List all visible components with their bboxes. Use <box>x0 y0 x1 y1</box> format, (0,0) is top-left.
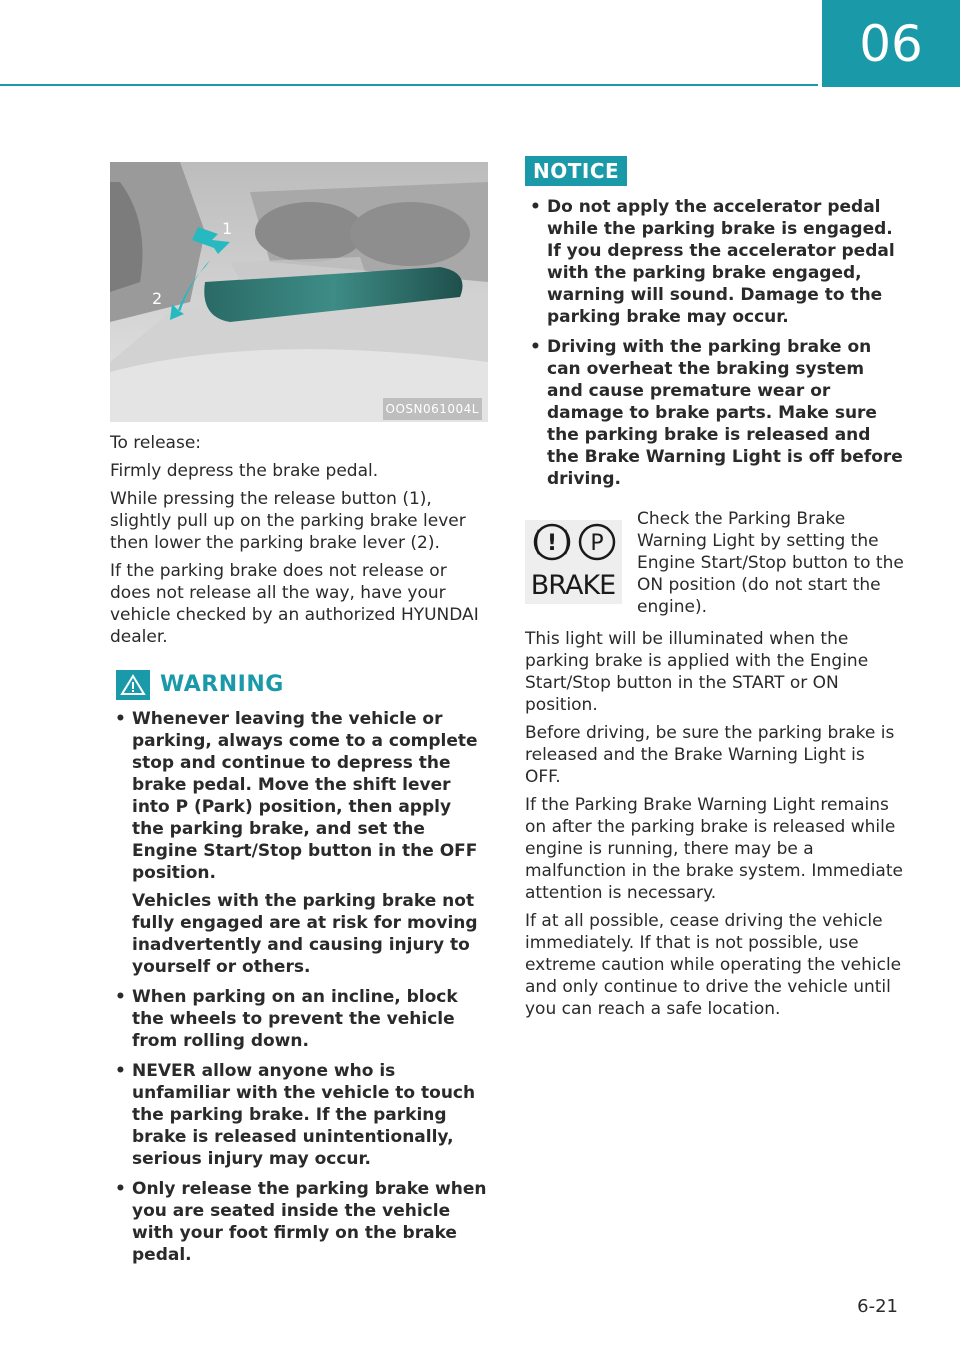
chapter-tab <box>822 0 960 87</box>
brake-warning-light-icon <box>525 520 622 604</box>
paragraph: This light will be illuminated when the parking brake is applied with the Engine Start/Stop button in the START or ON position. <box>525 629 869 715</box>
notice-item-text: Driving with the parking brake on can overheat the braking system and cause premature wear or damage to brake parts. Make sure the parking brake is released and the Brake Warning Light is off before driving. <box>547 337 903 489</box>
notice-item-text: Do not apply the accelerator pedal while the parking brake is engaged. If you depress the accelerator pedal with the parking brake engaged, warning will sound. Damage to the parking brake may occur. <box>547 197 895 327</box>
figure-code: OOSN061004L <box>383 398 482 420</box>
warning-item-text: Whenever leaving the vehicle or parking, always come to a complete stop and continue to depress the brake pedal. Move the shift lever into P (Park) position, then apply the parking brake, and set the Engine Start/Stop button in the OFF position. <box>132 709 478 883</box>
left-column <box>110 162 488 1274</box>
notice-label: NOTICE <box>525 156 627 186</box>
notice-item <box>525 196 905 328</box>
paragraph: To release: <box>110 433 202 453</box>
warning-list <box>110 708 488 1266</box>
notice-item <box>525 336 905 490</box>
paragraph: If the Parking Brake Warning Light remains on after the parking brake is released while engine is running, there may be a malfunction in the brake system. Immediate attention is necessary. <box>525 795 903 903</box>
page-number: 6-21 <box>857 1296 898 1317</box>
warning-item <box>110 1178 488 1266</box>
park-symbol: P <box>590 531 604 556</box>
callout-2: 2 <box>152 289 163 308</box>
parking-brake-illustration <box>110 162 488 422</box>
paragraph: If the parking brake does not release or does not release all the way, have your vehicle checked by an authorized HYUNDAI dealer. <box>110 561 479 647</box>
header-rule <box>0 84 818 86</box>
exclamation-symbol: ! <box>546 531 558 556</box>
warning-triangle-icon <box>116 670 150 700</box>
warning-item-subtext: Vehicles with the parking brake not fully engaged are at risk for moving inadvertently and causing injury to yourself or others. <box>132 891 478 977</box>
right-column <box>525 156 905 1026</box>
brake-icon-label: BRAKE <box>530 570 616 601</box>
brake-light-check-text: Check the Parking Brake Warning Light by setting the Engine Start/Stop button to the ON position (do not start the engine). <box>637 509 904 617</box>
warning-item <box>110 986 488 1052</box>
warning-item-text: When parking on an incline, block the wheels to prevent the vehicle from rolling down. <box>132 987 458 1051</box>
paragraph: Firmly depress the brake pedal. <box>110 461 379 481</box>
warning-item <box>110 1060 488 1170</box>
warning-item <box>110 708 488 978</box>
brake-warning-light-row <box>525 508 905 618</box>
paragraph: If at all possible, cease driving the vehicle immediately. If that is not possible, use extreme caution while operating the vehicle and only continue to drive the vehicle until you can reach a safe location. <box>525 911 902 1019</box>
callout-1: 1 <box>222 219 233 238</box>
paragraph: Before driving, be sure the parking brake is released and the Brake Warning Light is OFF. <box>525 723 895 787</box>
release-instructions <box>110 432 488 648</box>
warning-header <box>116 670 488 700</box>
warning-item-text: NEVER allow anyone who is unfamiliar with the vehicle to touch the parking brake. If the parking brake is released unintentionally, serious injury may occur. <box>132 1061 476 1169</box>
warning-title: WARNING <box>160 672 284 697</box>
paragraph: While pressing the release button (1), slightly pull up on the parking brake lever then lower the parking brake lever (2). <box>110 489 466 553</box>
notice-list <box>525 196 905 490</box>
chapter-number: 06 <box>859 14 923 73</box>
warning-item-text: Only release the parking brake when you are seated inside the vehicle with your foot firmly on the brake pedal. <box>132 1179 487 1265</box>
parking-brake-figure <box>110 162 488 422</box>
